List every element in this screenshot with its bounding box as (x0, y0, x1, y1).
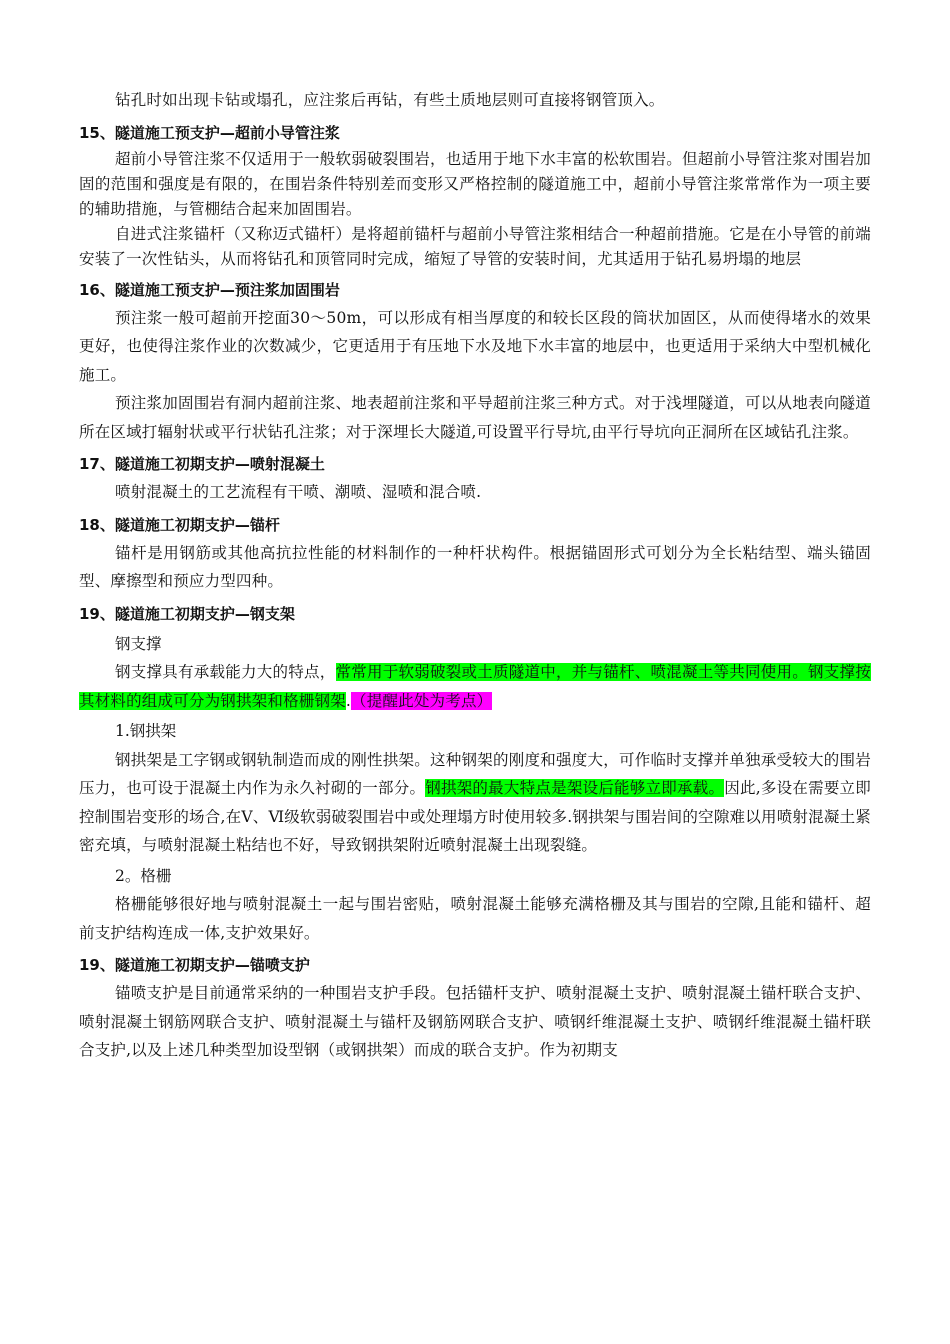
paragraph-17-1: 喷射混凝土的工艺流程有干喷、潮喷、湿喷和混合喷. (115, 483, 482, 501)
document-page (79, 86, 871, 1065)
highlight-green: 钢拱架的最大特点是架设后能够立即承载。 (425, 779, 725, 797)
text-run: 因此,多设在需要立即控制围岩变形的场合,在Ⅴ、Ⅵ级软弱破裂围岩中或处理塌方时使用较多.钢拱架与围岩间的空隙难以用喷射混凝土紧密充填，与喷射混凝土粘结也不好，导致钢拱架附近喷射混凝土出现裂缝。 (79, 779, 871, 854)
subheading-grid: 2。格栅 (115, 866, 172, 885)
heading-19-anchor-spray: 19、隧道施工初期支护—锚喷支护 (79, 956, 310, 974)
subheading-steel-support: 钢支撑 (115, 634, 162, 653)
heading-16: 16、隧道施工预支护—预注浆加固围岩 (79, 280, 340, 299)
subheading-steel-arch: 1.钢拱架 (115, 722, 177, 740)
highlight-magenta-note: （提醒此处为考点） (351, 691, 493, 710)
heading-19-steel: 19、隧道施工初期支护—钢支架 (79, 604, 295, 623)
paragraph-15-2: 自进式注浆锚杆（又称迈式锚杆）是将超前锚杆与超前小导管注浆相结合一种超前措施。它是在小导管的前端安装了一次性钻头，从而将钻孔和顶管同时完成，缩短了导管的安装时间，尤其适用于钻孔易坍塌的地层 (79, 224, 871, 268)
paragraph-18-1: 锚杆是用钢筋或其他高抗拉性能的材料制作的一种杆状构件。根据锚固形式可划分为全长粘结型、端头锚固型、摩擦型和预应力型四种。 (79, 543, 871, 590)
text-run: . (345, 691, 352, 710)
paragraph-drilling: 钻孔时如出现卡钻或塌孔，应注浆后再钻，有些土质地层则可直接将钢管顶入。 (115, 91, 665, 109)
paragraph-15-1: 超前小导管注浆不仅适用于一般软弱破裂围岩，也适用于地下水丰富的松软围岩。但超前小导管注浆对围岩加固的范围和强度是有限的，在围岩条件特别差而变形又严格控制的隧道施工中，超前小导管注浆常常作为一项主要的辅助措施，与管棚结合起来加固围岩。 (79, 149, 871, 218)
paragraph-19-steel-1 (79, 658, 871, 715)
heading-15: 15、隧道施工预支护—超前小导管注浆 (79, 123, 340, 142)
text-run: 钢支撑具有承载能力大的特点， (115, 663, 336, 681)
highlight-green: 常常用于软弱破裂或土质隧道中，并与锚杆、喷混凝土等共同使用。钢支撑按其材料的组成可分为钢拱架和格栅钢架 (79, 663, 871, 710)
paragraph-19-steel-2 (79, 746, 871, 860)
heading-18: 18、隧道施工初期支护—锚杆 (79, 515, 280, 534)
text-run: 钢拱架是工字钢或钢轨制造而成的刚性拱架。这种钢架的刚度和强度大，可作临时支撑并单独承受较大的围岩压力，也可设于混凝土内作为永久衬砌的一部分。 (79, 750, 871, 797)
paragraph-16-2: 预注浆加固围岩有洞内超前注浆、地表超前注浆和平导超前注浆三种方式。对于浅埋隧道，可以从地表向隧道所在区域打辐射状或平行状钻孔注浆；对于深埋长大隧道,可设置平行导坑,由平行导坑向正洞所在区域钻孔注浆。 (79, 394, 871, 441)
paragraph-19-steel-3: 格栅能够很好地与喷射混凝土一起与围岩密贴，喷射混凝土能够充满格栅及其与围岩的空隙,且能和锚杆、超前支护结构连成一体,支护效果好。 (79, 895, 871, 942)
paragraph-19-anchor-spray-1: 锚喷支护是目前通常采纳的一种围岩支护手段。包括锚杆支护、喷射混凝土支护、喷射混凝土锚杆联合支护、喷射混凝土钢筋网联合支护、喷射混凝土与锚杆及钢筋网联合支护、喷钢纤维混凝土支护、喷钢纤维混凝土锚杆联合支护,以及上述几种类型加设型钢（或钢拱架）而成的联合支护。作为初期支 (79, 984, 871, 1059)
heading-17: 17、隧道施工初期支护—喷射混凝土 (79, 455, 325, 473)
paragraph-16-1: 预注浆一般可超前开挖面30～50m，可以形成有相当厚度的和较长区段的筒状加固区，从而使得堵水的效果更好，也使得注浆作业的次数减少，它更适用于有压地下水及地下水丰富的地层中，也更适用于采纳大中型机械化施工。 (79, 308, 871, 384)
